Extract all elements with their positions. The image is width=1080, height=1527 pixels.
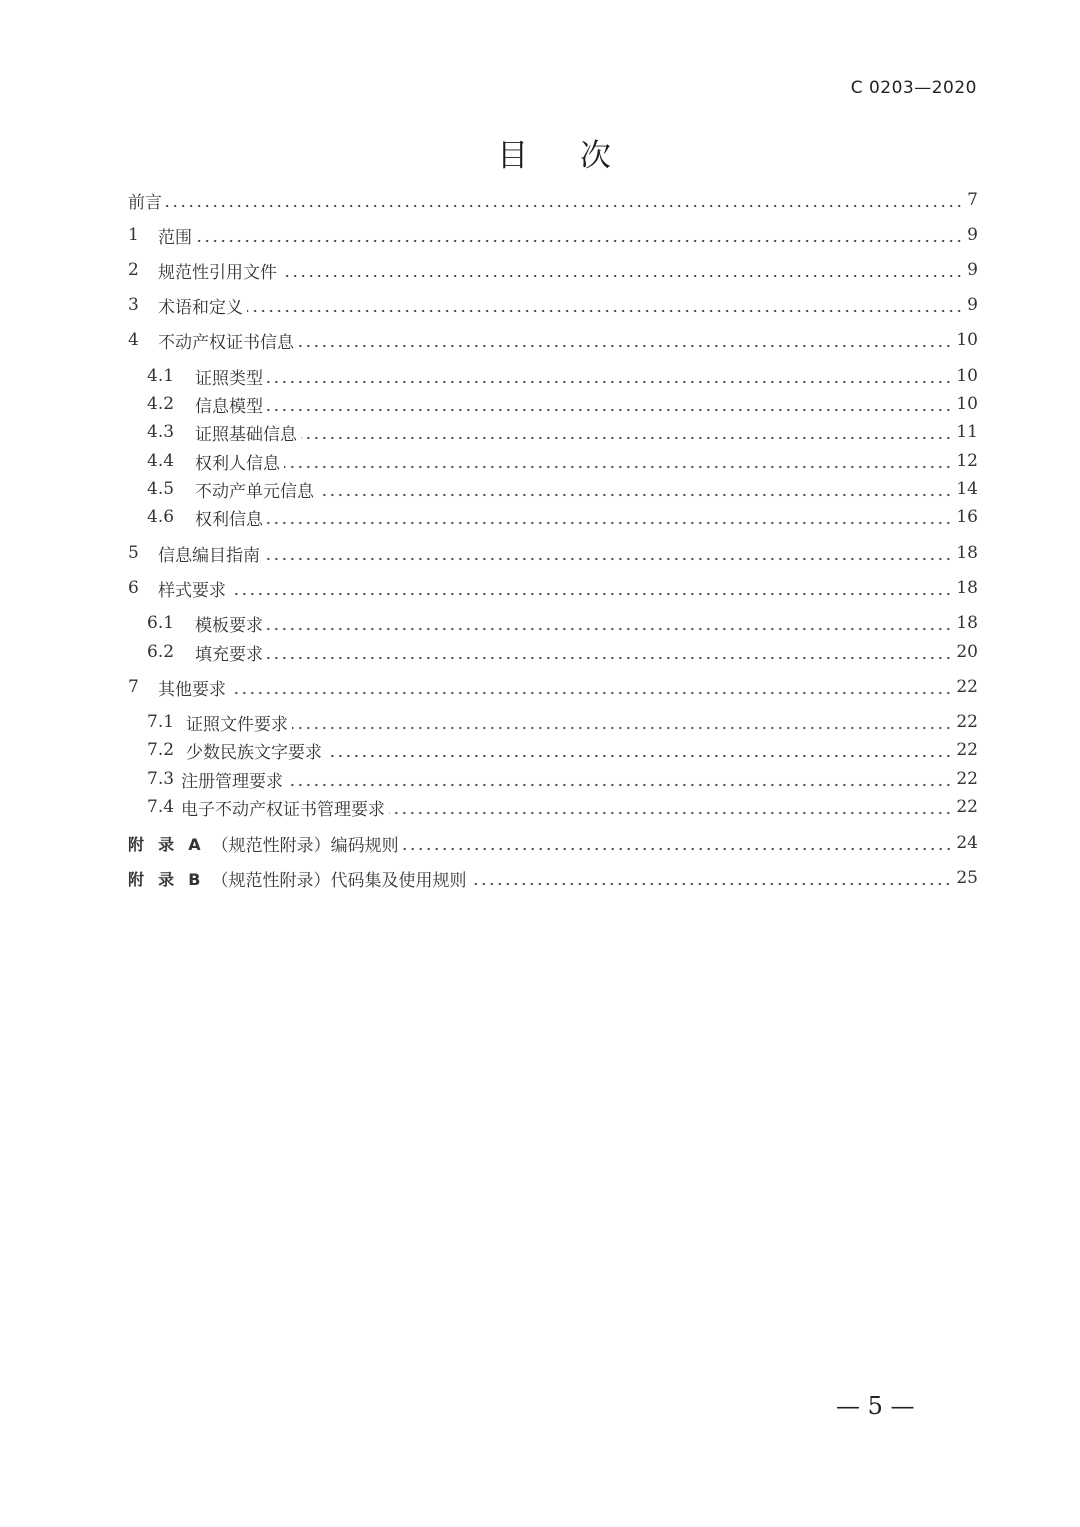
dot-leader xyxy=(403,847,953,851)
toc-entry[interactable] xyxy=(147,736,978,764)
toc-entry-page: 25 xyxy=(956,868,978,888)
toc-entry-label: 其他要求 xyxy=(158,679,226,700)
toc-entry-label: 信息模型 xyxy=(195,396,263,417)
toc-entry-label: 不动产权证书信息 xyxy=(158,332,294,353)
toc-entry-page: 9 xyxy=(967,295,978,315)
toc-entry-number: 4.4 xyxy=(147,451,175,471)
toc-entry[interactable] xyxy=(147,390,978,418)
toc-entry-label: 证照基础信息 xyxy=(195,424,297,445)
toc-entry-page: 18 xyxy=(956,578,978,598)
toc-entry-page: 7 xyxy=(967,190,978,210)
toc-entry-number: 6.2 xyxy=(147,642,175,662)
toc-entry-label: 术语和定义 xyxy=(158,297,243,318)
toc-entry-number: 6.1 xyxy=(147,613,175,633)
document-code: C 0203—2020 xyxy=(850,78,977,98)
toc-entry-label: 权利人信息 xyxy=(195,453,280,474)
dot-leader xyxy=(389,811,952,815)
toc-entry-number: 4.2 xyxy=(147,394,175,414)
toc-entry-label: 注册管理要求 xyxy=(181,771,283,792)
toc-entry[interactable] xyxy=(147,475,978,503)
toc-entry[interactable] xyxy=(147,503,978,531)
dot-leader xyxy=(267,521,952,525)
dot-leader xyxy=(298,344,952,348)
appendix-prefix: 附 录 A xyxy=(128,834,202,854)
toc-entry[interactable] xyxy=(128,574,978,602)
toc-entry-label: 填充要求 xyxy=(195,644,263,665)
dot-leader xyxy=(196,239,963,243)
toc-entry-number: 1 xyxy=(128,225,139,245)
toc-entry[interactable] xyxy=(128,539,978,567)
toc-entry-label: （规范性附录）代码集及使用规则 xyxy=(211,870,467,891)
toc-entry-label: 前言 xyxy=(128,192,162,213)
toc-entry-page: 22 xyxy=(956,740,978,760)
toc-entry-page: 22 xyxy=(956,769,978,789)
toc-entry-number: 3 xyxy=(128,295,139,315)
toc-entry-page: 10 xyxy=(956,330,978,350)
toc-entry-label: 信息编目指南 xyxy=(158,545,260,566)
toc-entry[interactable] xyxy=(147,793,978,821)
dot-leader xyxy=(318,493,952,497)
toc-entry[interactable] xyxy=(128,186,978,214)
dot-leader xyxy=(230,691,952,695)
dot-leader xyxy=(267,627,952,631)
toc-entry-number: 4.5 xyxy=(147,479,175,499)
toc-appendix-entry[interactable] xyxy=(128,829,978,857)
page-title: 目 次 xyxy=(497,138,611,174)
toc-entry-number: 7.4 xyxy=(147,797,175,817)
toc-entry-label: 电子不动产权证书管理要求 xyxy=(181,799,385,820)
toc-entry-label: 证照类型 xyxy=(195,368,263,389)
dot-leader xyxy=(292,726,952,730)
toc-entry-number: 4.3 xyxy=(147,422,175,442)
dot-leader xyxy=(247,309,963,313)
dot-leader xyxy=(267,380,952,384)
toc-appendix-entry[interactable] xyxy=(128,864,978,892)
toc-entry[interactable] xyxy=(147,447,978,475)
toc-entry[interactable] xyxy=(147,638,978,666)
dot-leader xyxy=(230,592,952,596)
toc-entry[interactable] xyxy=(128,291,978,319)
dot-leader xyxy=(301,436,952,440)
toc-entry-page: 16 xyxy=(956,507,978,527)
toc-entry-number: 7 xyxy=(128,677,139,697)
dot-leader xyxy=(281,274,963,278)
toc-entry-page: 11 xyxy=(956,422,978,442)
dot-leader xyxy=(287,783,952,787)
toc-entry-page: 18 xyxy=(956,613,978,633)
toc-entry-page: 10 xyxy=(956,366,978,386)
toc-entry-number: 5 xyxy=(128,543,139,563)
toc-entry-page: 22 xyxy=(956,677,978,697)
toc-entry-label: （规范性附录）编码规则 xyxy=(211,835,399,856)
appendix-prefix: 附 录 B xyxy=(128,869,202,889)
toc-entry[interactable] xyxy=(147,708,978,736)
toc-entry-page: 12 xyxy=(956,451,978,471)
toc-entry-number: 7.3 xyxy=(147,769,175,789)
dot-leader xyxy=(166,204,963,208)
toc-entry[interactable] xyxy=(147,362,978,390)
toc-entry-page: 20 xyxy=(956,642,978,662)
toc-entry-label: 证照文件要求 xyxy=(186,714,288,735)
toc-entry[interactable] xyxy=(128,221,978,249)
toc-entry-label: 权利信息 xyxy=(195,509,263,530)
toc-entry-page: 18 xyxy=(956,543,978,563)
toc-entry-label: 模板要求 xyxy=(195,615,263,636)
toc-entry-number: 6 xyxy=(128,578,139,598)
dot-leader xyxy=(264,557,952,561)
toc-entry-page: 22 xyxy=(956,797,978,817)
toc-entry-page: 14 xyxy=(956,479,978,499)
toc-entry-label: 少数民族文字要求 xyxy=(186,742,322,763)
toc-entry[interactable] xyxy=(128,673,978,701)
toc-entry[interactable] xyxy=(128,326,978,354)
toc-entry-number: 4.1 xyxy=(147,366,175,386)
toc-entry-number: 7.1 xyxy=(147,712,175,732)
toc-entry-page: 9 xyxy=(967,225,978,245)
toc-entry[interactable] xyxy=(147,765,978,793)
toc-entry-page: 24 xyxy=(956,833,978,853)
toc-entry-number: 4 xyxy=(128,330,139,350)
toc-entry[interactable] xyxy=(128,256,978,284)
toc-entry-page: 22 xyxy=(956,712,978,732)
toc-entry-label: 不动产单元信息 xyxy=(195,481,314,502)
dot-leader xyxy=(267,408,952,412)
page-number: — 5 — xyxy=(836,1392,915,1420)
toc-entry-label: 样式要求 xyxy=(158,580,226,601)
dot-leader xyxy=(470,882,952,886)
dot-leader xyxy=(326,754,952,758)
toc-entry-number: 7.2 xyxy=(147,740,175,760)
toc-entry-number: 4.6 xyxy=(147,507,175,527)
toc-entry-page: 10 xyxy=(956,394,978,414)
toc-entry-label: 范围 xyxy=(158,227,192,248)
dot-leader xyxy=(267,656,952,660)
toc-entry[interactable] xyxy=(147,609,978,637)
toc-entry[interactable] xyxy=(147,418,978,446)
toc-entry-label: 规范性引用文件 xyxy=(158,262,277,283)
toc-entry-page: 9 xyxy=(967,260,978,280)
toc-entry-number: 2 xyxy=(128,260,139,280)
dot-leader xyxy=(284,465,952,469)
